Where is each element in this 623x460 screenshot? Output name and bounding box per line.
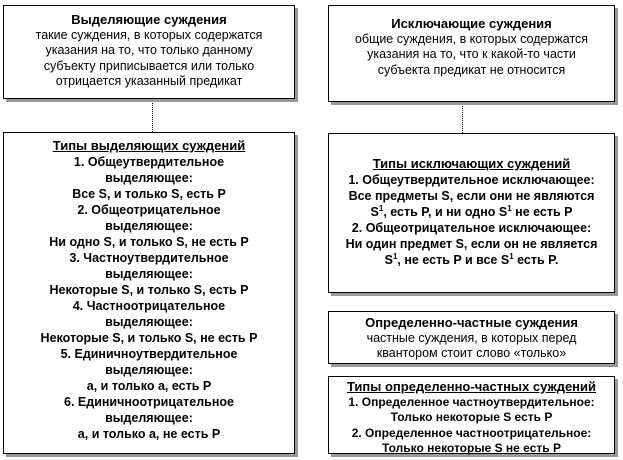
definite-partial-type-name: 2. Определенное частноотрицательное: <box>351 425 592 440</box>
exclusive-type-name: 1. Общеутвердительное исключающее: <box>348 173 595 187</box>
type-name: выделяющее: <box>105 219 193 233</box>
exclusive-type-formula-line: Все предметы S, если они не являются <box>348 189 595 203</box>
exclusive-type-formula-line: Ни один предмет S, если он не является <box>345 237 598 251</box>
type-name: 1. Общеутвердительное <box>73 155 225 169</box>
definite-partial-types-box <box>328 376 615 454</box>
definite-partial-description-line: частные суждения, в которых перед <box>366 330 577 345</box>
exclusive-type-formula-line: $S^1$, есть P, и ни одно $S^1$ не есть P <box>370 204 573 219</box>
type-name: выделяющее: <box>105 363 193 377</box>
definite-partial-description-line: квантором стоит слово «только» <box>376 346 567 360</box>
exclusive-description-line: указания на то, что к какой-то части <box>367 47 576 61</box>
highlighting-description-line: указания на то, что только данному <box>45 43 253 57</box>
definite-partial-type-formula: Только некоторые S есть P <box>390 410 553 424</box>
exclusive-judgments-box <box>328 5 615 102</box>
type-formula: а, и только а, не есть P <box>77 427 221 441</box>
exclusive-type-formula-line: $S^1$, не есть P и все $S^1$ есть P. <box>384 252 559 267</box>
highlighting-types-title: Типы выделяющих суждений <box>52 138 246 153</box>
type-name: 4. Частноотрицательное <box>72 299 226 313</box>
type-name: выделяющее: <box>105 411 193 425</box>
exclusive-description-line: общие суждения, в которых содержатся <box>354 31 589 46</box>
highlighting-judgments-box <box>3 5 295 99</box>
exclusive-judgments-title: Исключающие суждения <box>391 16 552 31</box>
highlighting-description-line: субъекту приписывается или только <box>43 58 255 73</box>
type-formula: Некоторые S, и только S, есть P <box>49 283 249 297</box>
definite-partial-types-title: Типы определенно-частных суждений <box>346 379 597 394</box>
type-formula: Все S, и только S, есть P <box>72 187 226 201</box>
definite-partial-title: Определенно-частные суждения <box>365 315 578 330</box>
highlighting-description-line: отрицается указанный предикат <box>55 74 243 88</box>
highlighting-description-line: такие суждения, в которых содержатся <box>35 27 263 42</box>
exclusive-types-title: Типы исключающих суждений <box>372 156 571 171</box>
highlighting-types-box <box>3 132 295 454</box>
definite-partial-type-name: 1. Определенное частноутвердительное: <box>348 394 595 409</box>
definite-partial-type-formula: Только некоторые S не есть P <box>382 441 561 455</box>
type-name: выделяющее: <box>105 171 193 185</box>
exclusive-description-line: субъекта предикат не относится <box>377 62 566 77</box>
definite-partial-box <box>328 311 615 364</box>
type-name: 5. Единичноутвердительное <box>60 347 238 361</box>
type-formula: Некоторые S, и только S, не есть P <box>40 331 258 345</box>
connector-left <box>152 99 153 132</box>
type-name: 3. Частноутвердительное <box>69 251 229 265</box>
type-name: выделяющее: <box>105 315 193 329</box>
type-formula: Ни одно S, и только S, не есть P <box>49 235 249 249</box>
type-name: 6. Единичноотрицательное <box>64 395 234 409</box>
exclusive-type-name: 2. Общеотрицательное исключающее: <box>351 221 592 235</box>
exclusive-types-box <box>328 133 615 293</box>
highlighting-judgments-title: Выделяющие суждения <box>71 12 227 27</box>
type-formula: а, и только а, есть P <box>86 379 212 393</box>
connector-right <box>462 102 463 133</box>
type-name: 2. Общеотрицательное <box>77 203 221 217</box>
type-name: выделяющее: <box>105 267 193 281</box>
